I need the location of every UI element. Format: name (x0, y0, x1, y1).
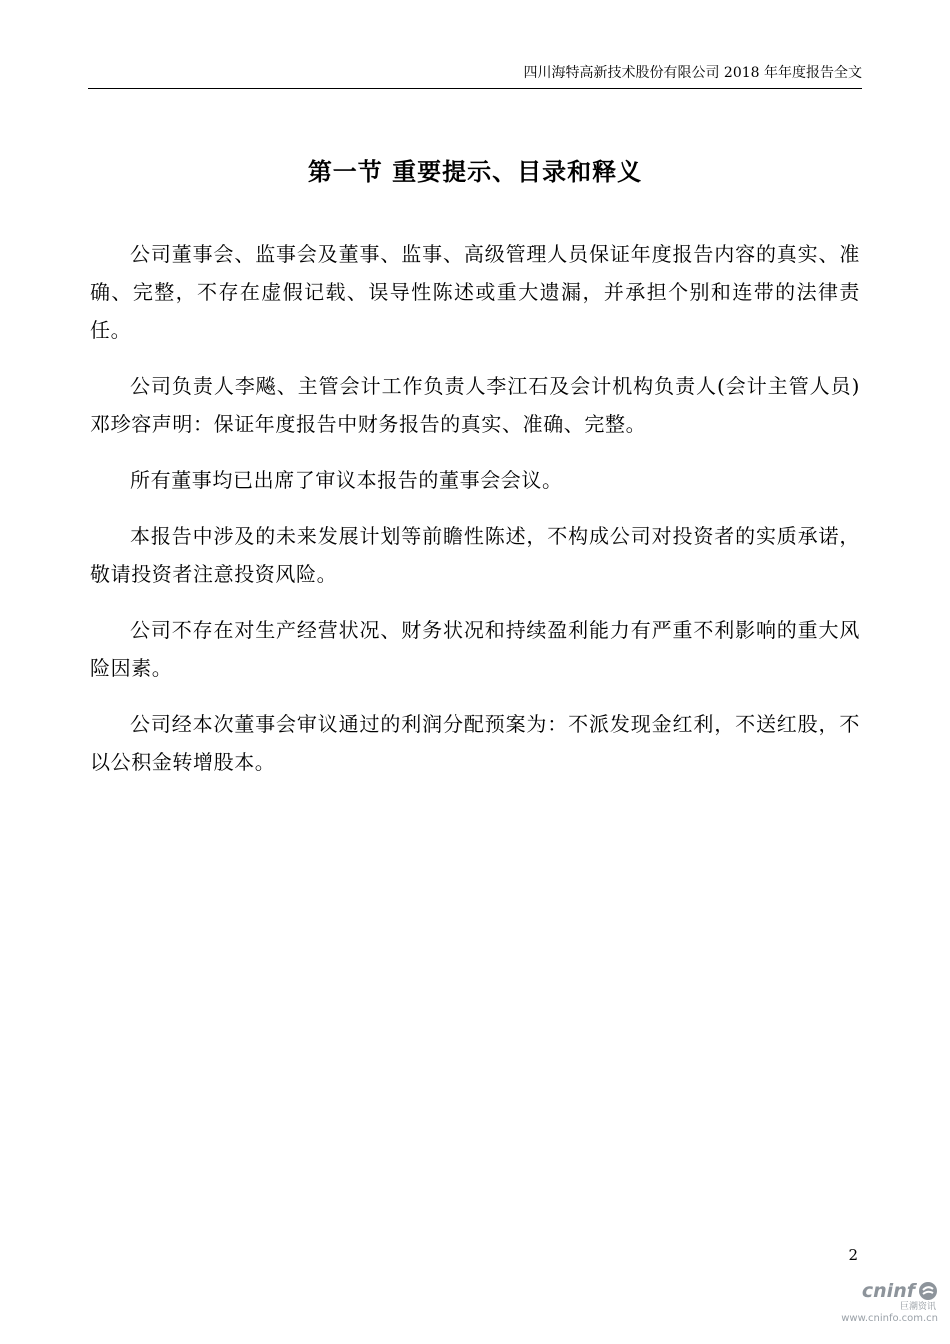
paragraph-forward-looking: 本报告中涉及的未来发展计划等前瞻性陈述，不构成公司对投资者的实质承诺，敬请投资者注意投资风险。 (90, 524, 860, 586)
watermark-subtitle: 巨潮资讯 (899, 1302, 936, 1312)
watermark-url: www.cninfo.com.cn (841, 1313, 938, 1324)
page-number: 2 (848, 1246, 858, 1264)
body-text (90, 235, 860, 799)
paragraph-board-guarantee: 公司董事会、监事会及董事、监事、高级管理人员保证年度报告内容的真实、准确、完整，不存在虚假记载、误导性陈述或重大遗漏，并承担个别和连带的法律责任。 (90, 242, 860, 342)
section-title: 第一节 重要提示、目录和释义 (307, 158, 643, 186)
paragraph-risk-factors: 公司不存在对生产经营状况、财务状况和持续盈利能力有严重不利影响的重大风险因素。 (90, 618, 860, 680)
paragraph-directors-attendance: 所有董事均已出席了审议本报告的董事会会议。 (130, 468, 563, 492)
watermark-logo (828, 1280, 938, 1302)
cninfo-logo-icon (918, 1281, 938, 1301)
header-title: 四川海特高新技术股份有限公司 2018 年年度报告全文 (523, 65, 862, 81)
paragraph-profit-distribution: 公司经本次董事会审议通过的利润分配预案为：不派发现金红利，不送红股，不以公积金转增股本。 (90, 712, 860, 774)
watermark-brand: cninf (861, 1280, 915, 1302)
page-header (88, 62, 862, 89)
paragraph-financial-statement: 公司负责人李飚、主管会计工作负责人李江石及会计机构负责人(会计主管人员)邓珍容声明：保证年度报告中财务报告的真实、准确、完整。 (90, 374, 860, 436)
cninfo-watermark (828, 1280, 938, 1325)
